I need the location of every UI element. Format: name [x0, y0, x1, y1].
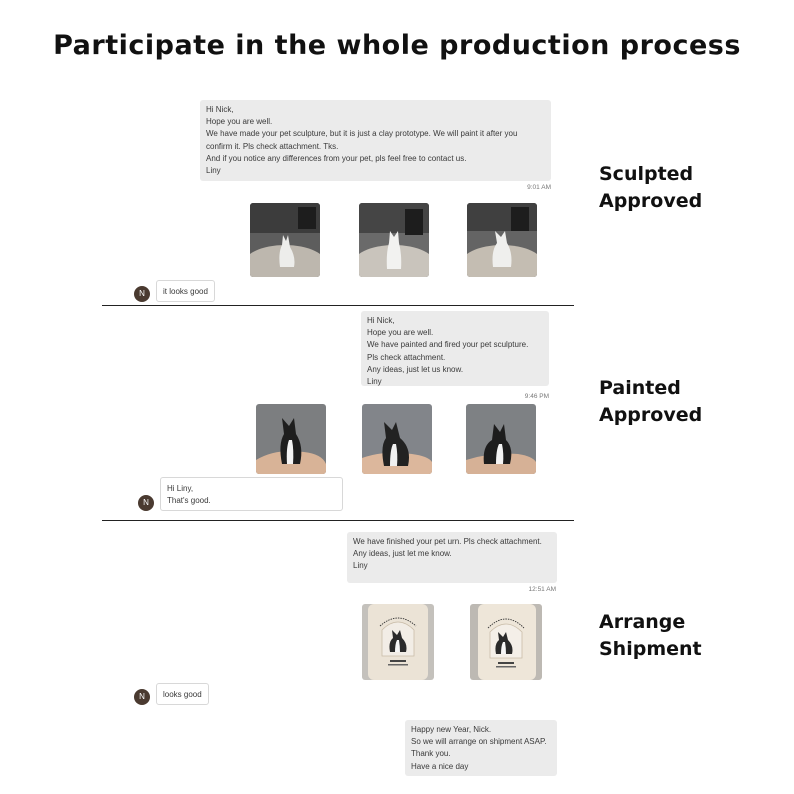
seller-message: Happy new Year, Nick. So we will arrange on shipment ASAP. Thank you. Have a nice day [405, 720, 557, 776]
attachment-photo[interactable] [359, 203, 429, 277]
customer-reply: Hi Liny, That's good. [160, 477, 343, 511]
attachment-photo[interactable] [466, 404, 536, 474]
section-divider [102, 520, 574, 521]
seller-message: Hi Nick, Hope you are well. We have painted and fired your pet sculpture. Pls check attachment. Any ideas, just let us know. Liny [361, 311, 549, 386]
customer-reply: looks good [156, 683, 209, 705]
attachment-photo[interactable] [467, 203, 537, 277]
avatar: N [134, 689, 150, 705]
seller-message: Hi Nick, Hope you are well. We have made your pet sculpture, but it is just a clay prototype. We will paint it after you confirm it. Pls check attachment. Tks. And if you notice any differences from your pet, pls feel free to contact us. Liny [200, 100, 551, 181]
seller-message: We have finished your pet urn. Pls check attachment. Any ideas, just let me know. Liny [347, 532, 557, 583]
stage-label: Arrange Shipment [599, 611, 702, 660]
avatar: N [138, 495, 154, 511]
message-timestamp: 9:46 PM [524, 393, 549, 400]
section-divider [102, 305, 574, 306]
message-timestamp: 9:01 AM [527, 184, 551, 191]
attachment-photo[interactable] [470, 604, 542, 680]
attachment-photo[interactable] [256, 404, 326, 474]
attachment-photo[interactable] [362, 404, 432, 474]
page-title: Participate in the whole production process [53, 30, 741, 61]
message-timestamp: 12:51 AM [528, 586, 556, 593]
stage-label: Painted Approved [599, 377, 703, 426]
stage-label: Sculpted Approved [599, 163, 703, 212]
avatar: N [134, 286, 150, 302]
customer-reply: it looks good [156, 280, 215, 302]
attachment-photo[interactable] [250, 203, 320, 277]
attachment-photo[interactable] [362, 604, 434, 680]
